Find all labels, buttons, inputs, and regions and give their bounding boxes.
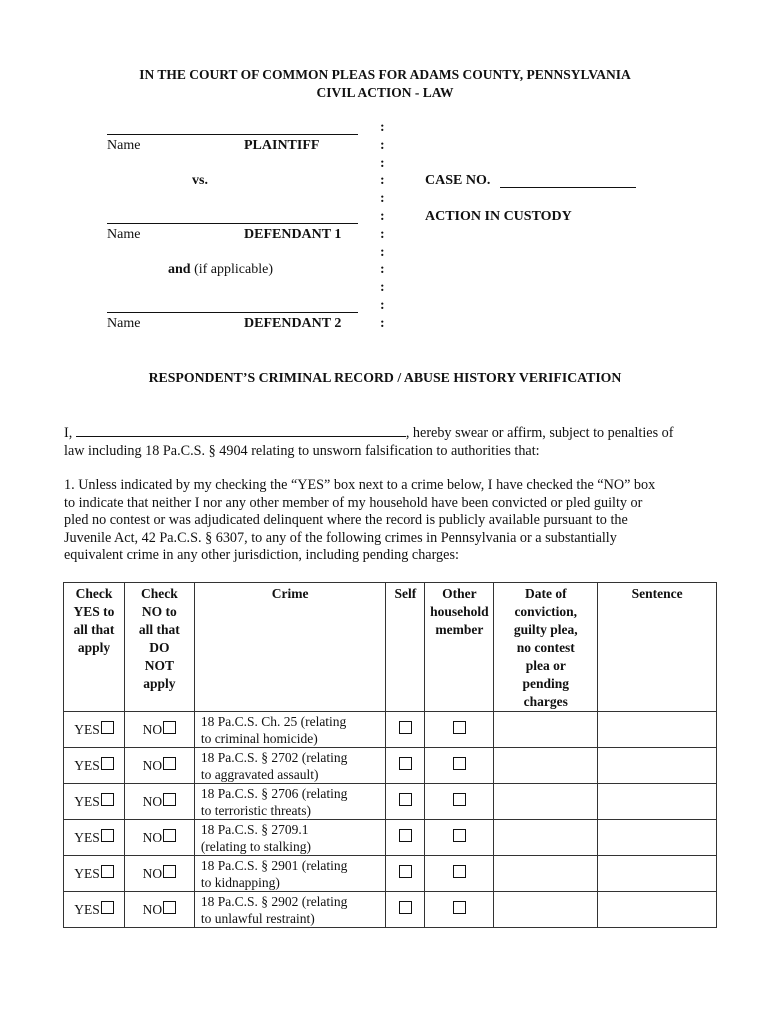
yes-option[interactable]: YES <box>64 892 125 928</box>
checkbox-icon[interactable] <box>101 865 114 878</box>
colon: : <box>380 226 385 242</box>
case-number-line[interactable] <box>500 187 636 188</box>
checkbox-icon[interactable] <box>163 757 176 770</box>
no-option[interactable]: NO <box>124 820 194 856</box>
and-if-applicable <box>168 262 273 278</box>
crime-cell: 18 Pa.C.S. § 2709.1 (relating to stalking) <box>194 820 386 856</box>
crimes-table <box>63 582 717 928</box>
checkbox-icon[interactable] <box>453 757 466 770</box>
self-checkbox-cell[interactable] <box>386 856 425 892</box>
self-checkbox-cell[interactable] <box>386 748 425 784</box>
yes-option[interactable]: YES <box>64 712 125 748</box>
date-cell[interactable] <box>494 892 598 928</box>
checkbox-icon[interactable] <box>101 721 114 734</box>
self-checkbox-cell[interactable] <box>386 820 425 856</box>
checkbox-icon[interactable] <box>101 901 114 914</box>
paragraph-1-line: to indicate that neither I nor any other member of my household have been convicted or pled guilty or <box>64 494 643 511</box>
checkbox-icon[interactable] <box>163 901 176 914</box>
household-checkbox-cell[interactable] <box>425 748 494 784</box>
no-option[interactable]: NO <box>124 748 194 784</box>
paragraph-1-line: pled no contest or was adjudicated delinquent where the record is publicly available pursuant to the <box>64 512 628 528</box>
crime-cell: 18 Pa.C.S. § 2902 (relating to unlawful restraint) <box>194 892 386 928</box>
caption-colon-column <box>380 119 385 333</box>
checkbox-icon[interactable] <box>163 829 176 842</box>
self-checkbox-cell[interactable] <box>386 892 425 928</box>
no-option[interactable]: NO <box>124 712 194 748</box>
and-label: and <box>168 262 191 277</box>
plaintiff-name-line[interactable] <box>107 134 358 135</box>
checkbox-icon[interactable] <box>101 793 114 806</box>
colon: : <box>380 208 385 224</box>
paragraph-1-line: Juvenile Act, 42 Pa.C.S. § 6307, to any of the following crimes in Pennsylvania or a substantially <box>64 529 617 546</box>
checkbox-icon[interactable] <box>453 865 466 878</box>
table-header-row <box>64 583 717 712</box>
checkbox-icon[interactable] <box>101 829 114 842</box>
crime-cell: 18 Pa.C.S. § 2702 (relating to aggravated assault) <box>194 748 386 784</box>
plaintiff-label: PLAINTIFF <box>244 138 320 153</box>
colon: : <box>380 262 385 278</box>
yes-option[interactable]: YES <box>64 784 125 820</box>
defendant1-name-label: Name <box>107 227 141 242</box>
sentence-cell[interactable] <box>598 748 717 784</box>
household-checkbox-cell[interactable] <box>425 856 494 892</box>
civil-action-heading: CIVIL ACTION - LAW <box>316 85 454 100</box>
colon: : <box>380 191 385 207</box>
case-number-label: CASE NO. <box>425 173 491 188</box>
crime-cell: 18 Pa.C.S. § 2901 (relating to kidnapping) <box>194 856 386 892</box>
no-option[interactable]: NO <box>124 784 194 820</box>
plaintiff-name-label: Name <box>107 138 141 153</box>
defendant1-name-line[interactable] <box>107 223 358 224</box>
checkbox-icon[interactable] <box>163 721 176 734</box>
household-checkbox-cell[interactable] <box>425 784 494 820</box>
no-option[interactable]: NO <box>124 856 194 892</box>
colon: : <box>380 137 385 153</box>
household-checkbox-cell[interactable] <box>425 712 494 748</box>
sentence-cell[interactable] <box>598 856 717 892</box>
household-checkbox-cell[interactable] <box>425 892 494 928</box>
checkbox-icon[interactable] <box>399 901 412 914</box>
checkbox-icon[interactable] <box>163 865 176 878</box>
defendant1-label: DEFENDANT 1 <box>244 227 342 242</box>
colon: : <box>380 155 385 171</box>
if-applicable-label: (if applicable) <box>194 262 273 277</box>
oath-line-1 <box>64 424 704 443</box>
sentence-cell[interactable] <box>598 820 717 856</box>
colon: : <box>380 297 385 313</box>
defendant2-label: DEFENDANT 2 <box>244 316 342 331</box>
table-row <box>64 712 717 748</box>
form-title: RESPONDENT’S CRIMINAL RECORD / ABUSE HISTORY VERIFICATION <box>148 370 622 385</box>
checkbox-icon[interactable] <box>399 829 412 842</box>
paragraph-1 <box>64 477 704 565</box>
self-checkbox-cell[interactable] <box>386 712 425 748</box>
action-in-custody-label: ACTION IN CUSTODY <box>425 209 572 224</box>
table-row <box>64 856 717 892</box>
checkbox-icon[interactable] <box>453 901 466 914</box>
colon: : <box>380 280 385 296</box>
date-cell[interactable] <box>494 856 598 892</box>
colon: : <box>380 120 385 135</box>
sentence-cell[interactable] <box>598 784 717 820</box>
checkbox-icon[interactable] <box>453 829 466 842</box>
date-cell[interactable] <box>494 820 598 856</box>
date-cell[interactable] <box>494 712 598 748</box>
paragraph-1-line: equivalent crime in any other jurisdiction, including pending charges: <box>64 547 459 563</box>
checkbox-icon[interactable] <box>399 793 412 806</box>
crime-cell: 18 Pa.C.S. Ch. 25 (relating to criminal homicide) <box>194 712 386 748</box>
table-row <box>64 820 717 856</box>
table-row <box>64 892 717 928</box>
versus-label: vs. <box>192 173 208 188</box>
checkbox-icon[interactable] <box>453 793 466 806</box>
header-other-household: Other household member <box>425 583 494 712</box>
yes-option[interactable]: YES <box>64 856 125 892</box>
self-checkbox-cell[interactable] <box>386 784 425 820</box>
household-checkbox-cell[interactable] <box>425 820 494 856</box>
checkbox-icon[interactable] <box>399 865 412 878</box>
header-crime: Crime <box>194 583 386 712</box>
colon: : <box>380 244 385 260</box>
sentence-cell[interactable] <box>598 892 717 928</box>
colon: : <box>380 315 385 331</box>
defendant2-name-line[interactable] <box>107 312 358 313</box>
header-date: Date of conviction, guilty plea, no contest plea or pending charges <box>494 583 598 712</box>
oath-lead: I, <box>64 425 73 441</box>
table-row <box>64 748 717 784</box>
colon: : <box>380 173 385 189</box>
affiant-name-line[interactable] <box>76 424 406 437</box>
no-option[interactable]: NO <box>124 892 194 928</box>
header-check-yes: Check YES to all that apply <box>64 583 125 712</box>
yes-option[interactable]: YES <box>64 748 125 784</box>
paragraph-1-line: 1. Unless indicated by my checking the “YES” box next to a crime below, I have checked the “NO” box <box>64 477 656 493</box>
header-self: Self <box>386 583 425 712</box>
checkbox-icon[interactable] <box>453 721 466 734</box>
oath-line-1-rest: , hereby swear or affirm, subject to penalties of <box>405 425 674 441</box>
checkbox-icon[interactable] <box>163 793 176 806</box>
checkbox-icon[interactable] <box>399 721 412 734</box>
date-cell[interactable] <box>494 784 598 820</box>
defendant2-name-label: Name <box>107 316 141 331</box>
yes-option[interactable]: YES <box>64 820 125 856</box>
date-cell[interactable] <box>494 748 598 784</box>
oath-line-2: law including 18 Pa.C.S. § 4904 relating to unsworn falsification to authorities that: <box>64 442 540 459</box>
checkbox-icon[interactable] <box>399 757 412 770</box>
crime-cell: 18 Pa.C.S. § 2706 (relating to terroristic threats) <box>194 784 386 820</box>
oath-statement <box>64 424 704 460</box>
header-sentence: Sentence <box>598 583 717 712</box>
table-row <box>64 784 717 820</box>
sentence-cell[interactable] <box>598 712 717 748</box>
court-heading: IN THE COURT OF COMMON PLEAS FOR ADAMS COUNTY, PENNSYLVANIA <box>139 67 631 82</box>
checkbox-icon[interactable] <box>101 757 114 770</box>
header-check-no: Check NO to all that DO NOT apply <box>124 583 194 712</box>
